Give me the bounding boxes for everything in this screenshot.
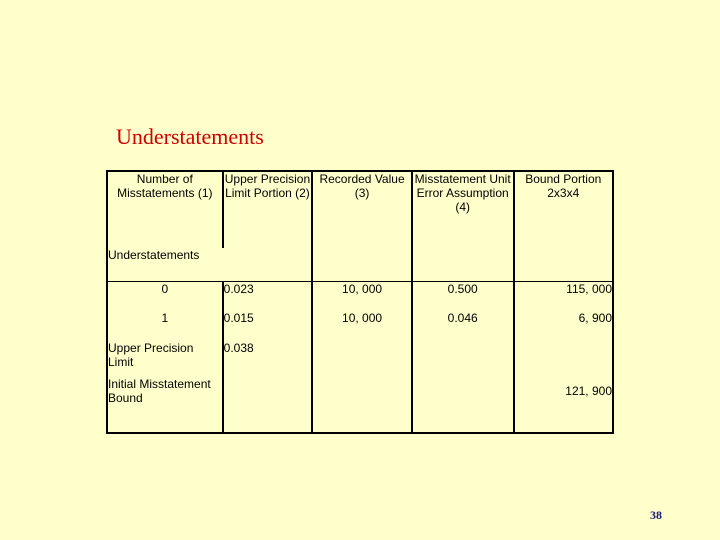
header-upper-precision-limit-portion: Upper Precision Limit Portion (2) [223, 171, 313, 248]
misstatement-count: 1 [107, 311, 223, 341]
initial-bound-value: 121, 900 [514, 377, 613, 433]
initial-bound-label: Initial Misstatement Bound [107, 377, 223, 433]
header-recorded-value: Recorded Value (3) [312, 171, 412, 248]
upper-precision-limit-row [107, 341, 613, 377]
header-number-of-misstatements: Number of Misstatements (1) [107, 171, 223, 248]
page-number: 38 [650, 508, 662, 522]
unit-error: 0.500 [412, 281, 514, 311]
table-row [107, 281, 613, 311]
upl-label: Upper Precision Limit [107, 341, 223, 377]
misstatement-bound-table [106, 170, 614, 434]
misstatement-count: 0 [107, 281, 223, 311]
header-bound-portion: Bound Portion 2x3x4 [514, 171, 613, 248]
bound-portion: 6, 900 [514, 311, 613, 341]
upl-portion: 0.023 [223, 281, 313, 311]
bound-portion: 115, 000 [514, 281, 613, 311]
recorded-value: 10, 000 [312, 281, 412, 311]
header-row [107, 171, 613, 248]
section-row [107, 248, 613, 281]
recorded-value: 10, 000 [312, 311, 412, 341]
unit-error: 0.046 [412, 311, 514, 341]
slide-title: Understatements [116, 124, 264, 149]
initial-bound-row [107, 377, 613, 433]
upl-portion: 0.015 [223, 311, 313, 341]
upl-total: 0.038 [223, 341, 313, 377]
section-label: Understatements [107, 248, 312, 281]
table-row [107, 311, 613, 341]
header-unit-error-assumption: Misstatement Unit Error Assumption (4) [412, 171, 514, 248]
